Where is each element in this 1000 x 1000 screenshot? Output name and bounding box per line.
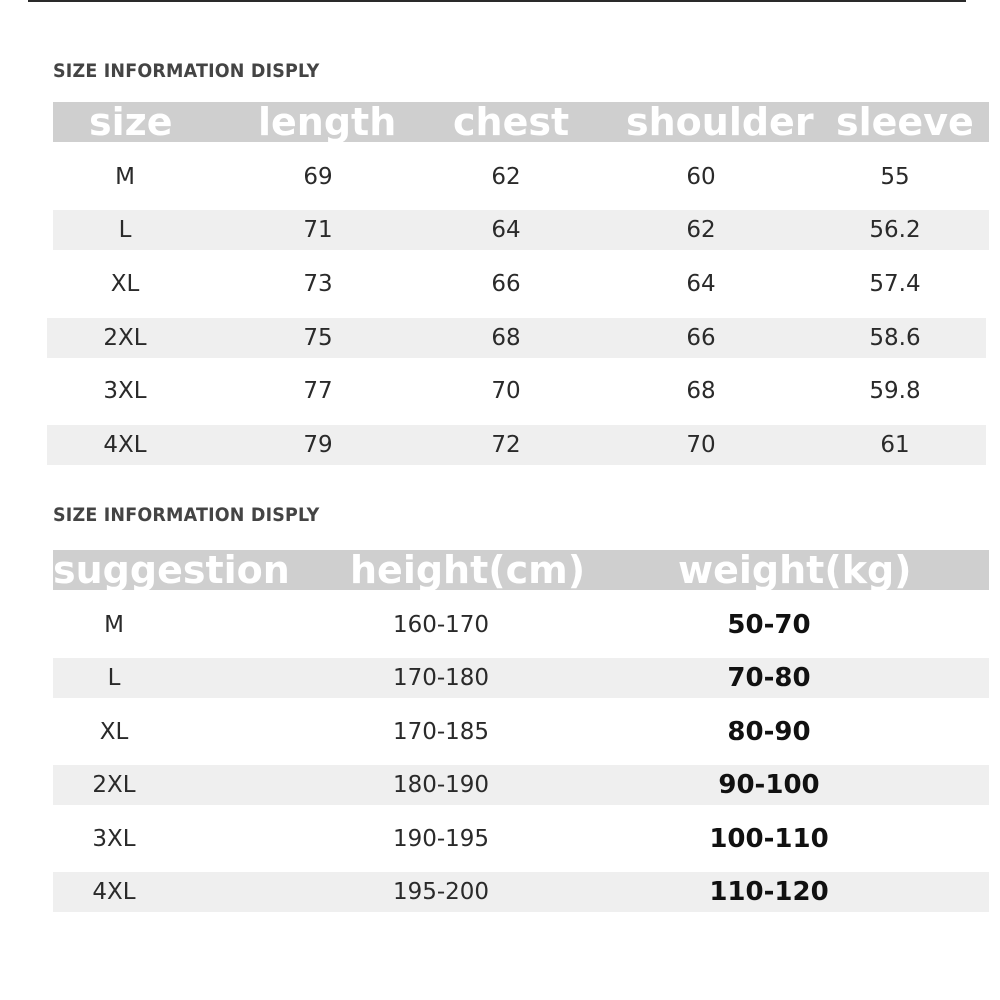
- cell-length: 73: [303, 271, 333, 297]
- cell-shoulder: 64: [686, 271, 716, 297]
- cell-weight: 70-80: [727, 663, 811, 693]
- table-row: [53, 371, 989, 411]
- suggestion-table-title: SIZE INFORMATION DISPLY: [53, 504, 320, 526]
- cell-size: M: [115, 164, 135, 190]
- cell-sleeve: 61: [880, 432, 910, 458]
- cell-weight: 50-70: [727, 610, 811, 640]
- cell-sleeve: 57.4: [869, 271, 921, 297]
- cell-shoulder: 68: [686, 378, 716, 404]
- cell-height: 190-195: [392, 826, 490, 852]
- suggestion-table-header: [53, 550, 989, 590]
- top-divider: [28, 0, 966, 2]
- header-height: height(cm): [350, 548, 586, 592]
- table-row: [53, 872, 989, 912]
- cell-sleeve: 59.8: [869, 378, 921, 404]
- cell-chest: 70: [491, 378, 521, 404]
- cell-chest: 66: [491, 271, 521, 297]
- table-row: [53, 819, 989, 859]
- table-row: [53, 210, 989, 250]
- cell-length: 79: [303, 432, 333, 458]
- cell-sleeve: 55: [880, 164, 910, 190]
- cell-height: 170-180: [392, 665, 490, 691]
- cell-shoulder: 70: [686, 432, 716, 458]
- cell-shoulder: 62: [686, 217, 716, 243]
- cell-weight: 90-100: [718, 770, 820, 800]
- cell-length: 75: [303, 325, 333, 351]
- cell-shoulder: 60: [686, 164, 716, 190]
- table-row: [53, 264, 989, 304]
- cell-chest: 64: [491, 217, 521, 243]
- cell-shoulder: 66: [686, 325, 716, 351]
- cell-size: L: [118, 217, 132, 243]
- cell-suggestion: XL: [99, 719, 129, 745]
- table-row: [53, 712, 989, 752]
- cell-suggestion: L: [107, 665, 121, 691]
- header-size: size: [89, 100, 173, 144]
- table-row: [53, 765, 989, 805]
- size-table-header: [53, 102, 989, 142]
- cell-chest: 72: [491, 432, 521, 458]
- header-suggestion: suggestion: [53, 548, 290, 592]
- header-shoulder: shoulder: [626, 100, 814, 144]
- cell-weight: 100-110: [709, 824, 829, 854]
- cell-size: 2XL: [103, 325, 147, 351]
- table-row: [47, 425, 986, 465]
- cell-length: 69: [303, 164, 333, 190]
- cell-size: 4XL: [103, 432, 147, 458]
- cell-suggestion: 2XL: [92, 772, 136, 798]
- cell-suggestion: M: [104, 612, 124, 638]
- table-row: [53, 605, 989, 645]
- cell-length: 77: [303, 378, 333, 404]
- header-weight: weight(kg): [678, 548, 912, 592]
- cell-weight: 80-90: [727, 717, 811, 747]
- header-sleeve: sleeve: [836, 100, 974, 144]
- cell-height: 180-190: [392, 772, 490, 798]
- table-row: [53, 658, 989, 698]
- cell-sleeve: 58.6: [869, 325, 921, 351]
- cell-size: XL: [110, 271, 140, 297]
- cell-height: 170-185: [392, 719, 490, 745]
- cell-suggestion: 3XL: [92, 826, 136, 852]
- cell-sleeve: 56.2: [869, 217, 921, 243]
- cell-chest: 62: [491, 164, 521, 190]
- header-length: length: [258, 100, 397, 144]
- header-chest: chest: [453, 100, 570, 144]
- table-row: [53, 157, 989, 197]
- cell-suggestion: 4XL: [92, 879, 136, 905]
- cell-weight: 110-120: [709, 877, 829, 907]
- cell-length: 71: [303, 217, 333, 243]
- cell-height: 160-170: [392, 612, 490, 638]
- cell-height: 195-200: [392, 879, 490, 905]
- table-row: [47, 318, 986, 358]
- cell-size: 3XL: [103, 378, 147, 404]
- cell-chest: 68: [491, 325, 521, 351]
- size-table-title: SIZE INFORMATION DISPLY: [53, 60, 320, 82]
